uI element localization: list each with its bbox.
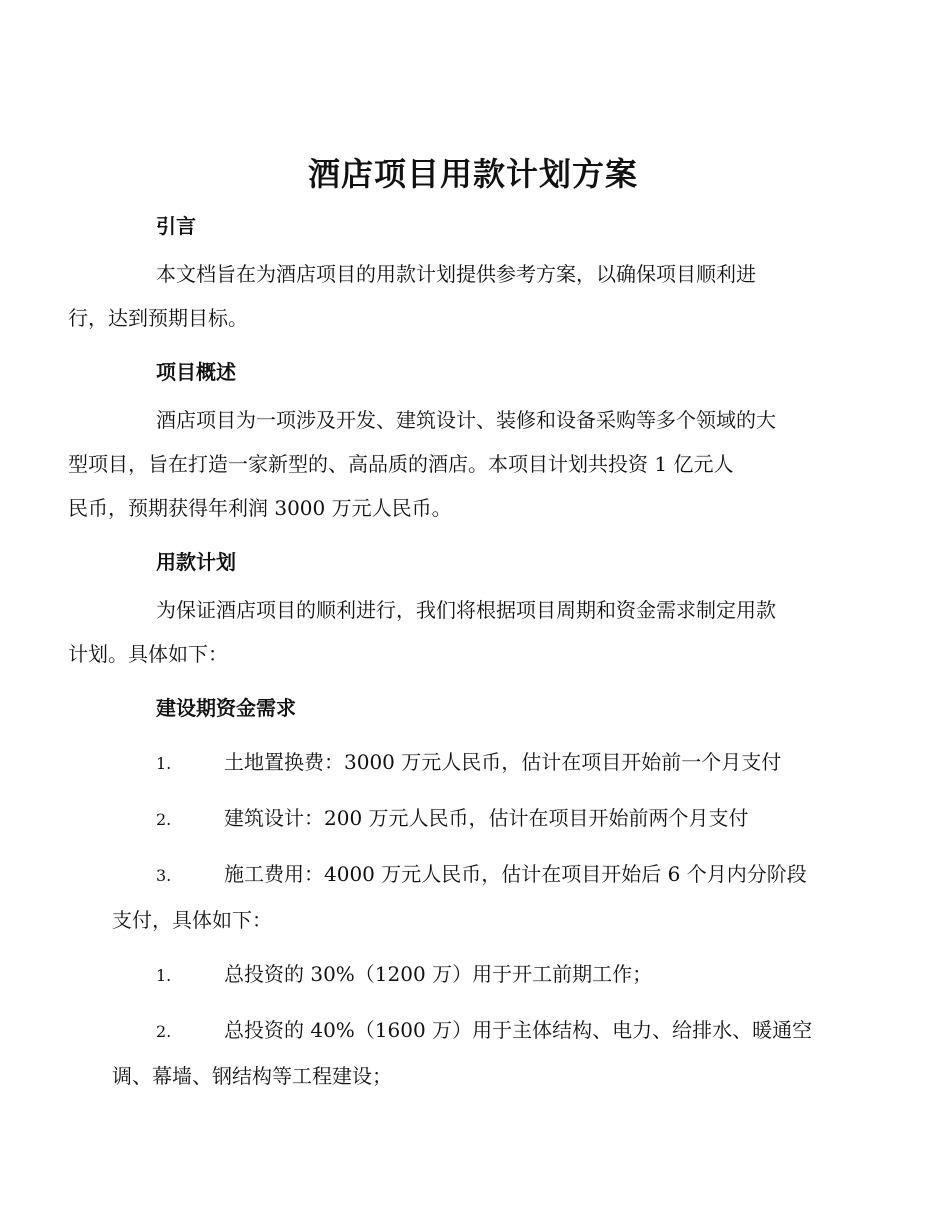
list-item-number: 1.	[156, 966, 172, 985]
overview-paragraph	[68, 398, 834, 530]
heading-overview: 项目概述	[156, 360, 236, 384]
intro-line-1: 本文档旨在为酒店项目的用款计划提供参考方案，以确保项目顺利进	[156, 262, 756, 286]
intro-line-2: 行，达到预期目标。	[68, 306, 248, 330]
list-item-text: 总投资的 30%（1200 万）用于开工前期工作；	[224, 962, 653, 986]
list-item-number: 3.	[156, 866, 172, 885]
list-item	[112, 852, 834, 942]
heading-plan: 用款计划	[156, 550, 236, 574]
plan-line-2: 计划。具体如下：	[68, 642, 228, 666]
list-item	[112, 796, 834, 842]
list-item-text: 施工费用：4000 万元人民币，估计在项目开始后 6 个月内分阶段	[224, 862, 807, 886]
list-item-text: 总投资的 40%（1600 万）用于主体结构、电力、给排水、暖通空	[224, 1018, 813, 1042]
list-item	[112, 740, 834, 786]
list-item-number: 2.	[156, 810, 172, 829]
heading-construction: 建设期资金需求	[156, 696, 296, 720]
plan-paragraph	[68, 588, 834, 676]
list-item-text: 建筑设计：200 万元人民币，估计在项目开始前两个月支付	[224, 806, 749, 830]
list-item-continuation: 支付，具体如下：	[112, 908, 272, 932]
overview-line-1: 酒店项目为一项涉及开发、建筑设计、装修和设备采购等多个领域的大	[156, 408, 776, 432]
sub-list-item	[112, 1008, 834, 1098]
overview-line-3: 民币，预期获得年利润 3000 万元人民币。	[68, 496, 452, 520]
list-item-continuation: 调、幕墙、钢结构等工程建设；	[112, 1064, 392, 1088]
list-item-text: 土地置换费：3000 万元人民币，估计在项目开始前一个月支付	[224, 750, 782, 774]
heading-intro: 引言	[156, 214, 196, 238]
document-body	[68, 148, 834, 1098]
intro-paragraph	[68, 252, 834, 340]
document-title: 酒店项目用款计划方案	[307, 155, 638, 193]
overview-line-2: 型项目，旨在打造一家新型的、高品质的酒店。本项目计划共投资 1 亿元人	[68, 452, 734, 476]
list-item-number: 2.	[156, 1022, 172, 1041]
sub-list-item	[112, 952, 834, 998]
list-item-number: 1.	[156, 754, 172, 773]
plan-line-1: 为保证酒店项目的顺利进行，我们将根据项目周期和资金需求制定用款	[156, 598, 776, 622]
